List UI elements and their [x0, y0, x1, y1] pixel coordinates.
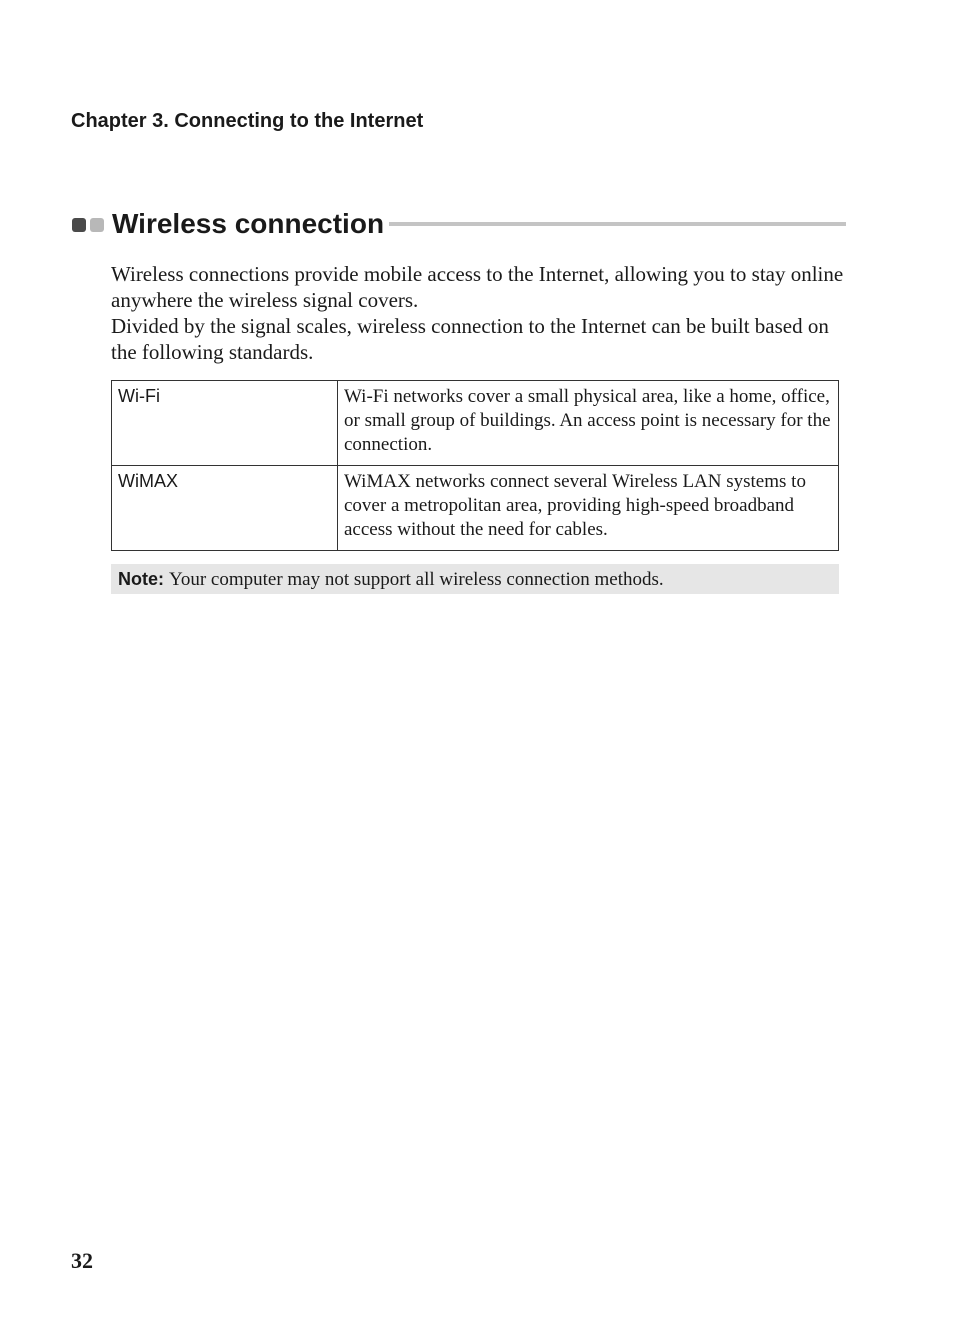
- standard-name-cell: WiMAX: [112, 466, 338, 551]
- intro-text: [111, 261, 846, 365]
- standard-description-cell: WiMAX networks connect several Wireless LAN systems to cover a metropolitan area, providing high-speed broadband access without the need for cables.: [338, 466, 839, 551]
- note-box: [111, 564, 839, 594]
- note-label: Note:: [118, 569, 169, 589]
- page-number: 32: [71, 1248, 93, 1273]
- section-bullet-dark-icon: [72, 218, 86, 232]
- standard-name-cell: Wi-Fi: [112, 381, 338, 466]
- table-row: [112, 466, 839, 551]
- section-bullet-light-icon: [90, 218, 104, 232]
- note-text: Your computer may not support all wireless connection methods.: [169, 569, 664, 590]
- standards-table: [111, 380, 839, 551]
- table-row: [112, 381, 839, 466]
- chapter-title: Chapter 3. Connecting to the Internet: [71, 110, 424, 132]
- section-header: [71, 206, 846, 242]
- intro-paragraph: Wireless connections provide mobile access to the Internet, allowing you to stay online anywhere the wireless signal covers.: [111, 262, 844, 312]
- section-title: Wireless connection: [112, 208, 385, 239]
- intro-paragraph: Divided by the signal scales, wireless connection to the Internet can be built based on the following standards.: [111, 314, 829, 364]
- section-rule-divider: [389, 222, 846, 226]
- standard-description-cell: Wi-Fi networks cover a small physical area, like a home, office, or small group of buildings. An access point is necessary for the connection.: [338, 381, 839, 466]
